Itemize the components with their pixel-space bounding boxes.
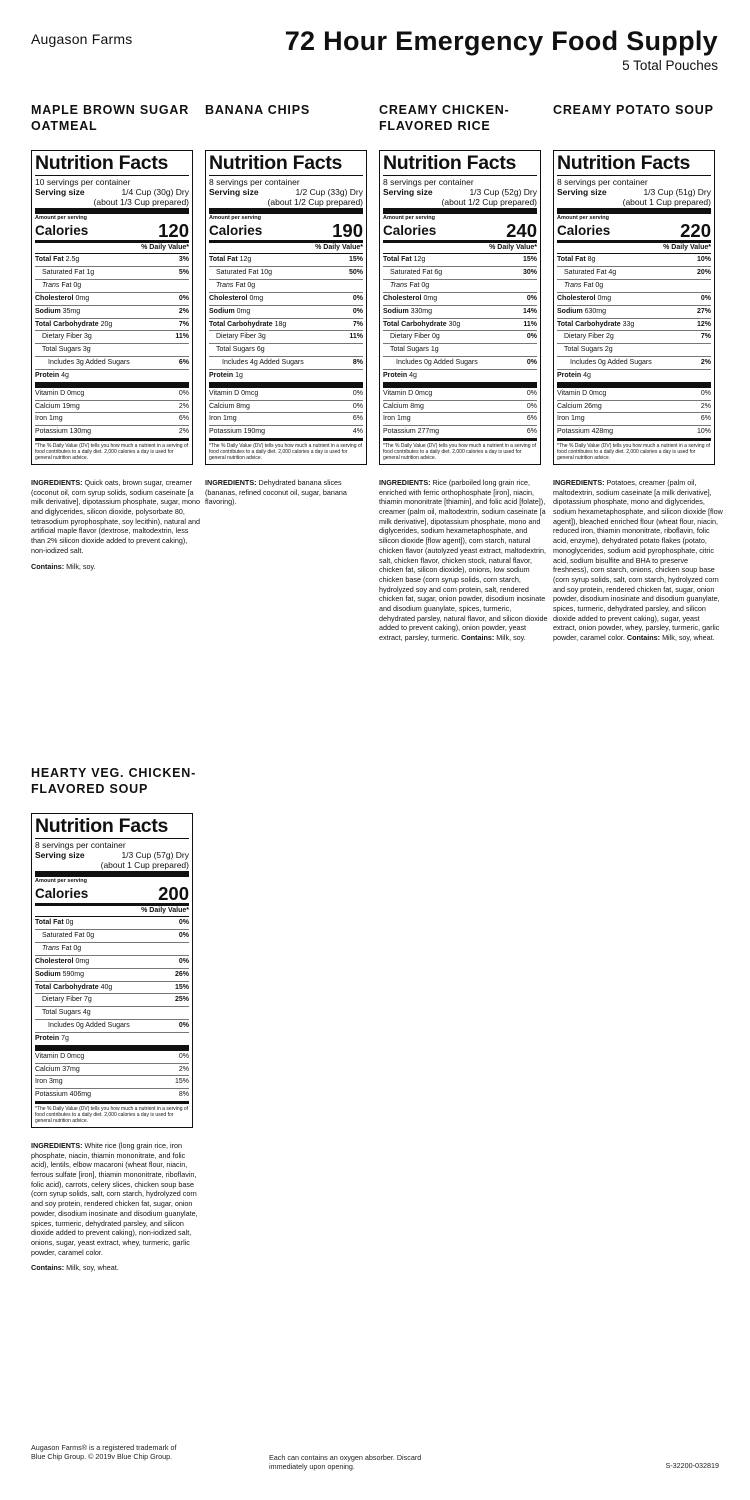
total-fat-row: Total Fat 12g 15%: [383, 254, 537, 267]
sodium-row: Sodium 0mg 0%: [209, 306, 363, 319]
calories-value: 200: [158, 883, 189, 904]
iron-row: Iron 1mg 6%: [557, 413, 711, 426]
serving-size-row: [35, 187, 189, 197]
prepared-amount: (about 1/3 Cup prepared): [93, 197, 189, 207]
trans-fat-row: Trans Fat 0g: [35, 943, 189, 956]
page-subtitle: 5 Total Pouches: [622, 58, 718, 73]
nutrition-facts-label: [205, 150, 367, 465]
fiber-row: Dietary Fiber 3g 11%: [209, 331, 363, 344]
serving-size-value: 1/4 Cup (30g) Dry: [121, 187, 189, 197]
serving-size-label: Serving size: [383, 187, 433, 197]
contains-allergens: Contains: Milk, soy, wheat.: [31, 1263, 119, 1273]
cholesterol-row: Cholesterol 0mg 0%: [209, 293, 363, 306]
sugars-row: Total Sugars 1g: [383, 344, 537, 357]
added-sugars-row: Includes 3g Added Sugars 6%: [35, 357, 189, 370]
product-panel: [31, 102, 199, 571]
product-name: CREAMY POTATO SOUP: [553, 103, 714, 117]
serving-size-row: [209, 187, 363, 197]
serving-size-value: 1/3 Cup (51g) Dry: [643, 187, 711, 197]
product-panel: [379, 102, 547, 643]
trans-fat-row: Trans Fat 0g: [35, 280, 189, 293]
serving-size-value: 1/3 Cup (57g) Dry: [121, 850, 189, 860]
daily-value-header: % Daily Value*: [35, 903, 189, 917]
saturated-fat-row: Saturated Fat 6g 30%: [383, 267, 537, 280]
daily-value-header: % Daily Value*: [383, 240, 537, 254]
nutrition-facts-title: Nutrition Facts: [383, 153, 537, 176]
carbohydrate-row: Total Carbohydrate 18g 7%: [209, 319, 363, 332]
calories-row: [209, 222, 363, 239]
daily-value-header: % Daily Value*: [557, 240, 711, 254]
serving-size-value: 1/3 Cup (52g) Dry: [469, 187, 537, 197]
fiber-row: Dietary Fiber 7g 25%: [35, 994, 189, 1007]
cholesterol-row: Cholesterol 0mg 0%: [557, 293, 711, 306]
calories-row: [557, 222, 711, 239]
nutrition-facts-label: [379, 150, 541, 465]
servings-per-container: 8 servings per container: [557, 177, 648, 187]
added-sugars-row: Includes 4g Added Sugars 8%: [209, 357, 363, 370]
prepared-amount: (about 1 Cup prepared): [100, 860, 189, 870]
serving-size-value: 1/2 Cup (33g) Dry: [295, 187, 363, 197]
cholesterol-row: Cholesterol 0mg 0%: [383, 293, 537, 306]
ingredients-label: INGREDIENTS:: [553, 477, 605, 487]
nutrition-facts-title: Nutrition Facts: [209, 153, 363, 176]
serving-size-label: Serving size: [557, 187, 607, 197]
product-code: S-32200-032819: [665, 1461, 719, 1470]
serving-size-row: [557, 187, 711, 197]
daily-value-footnote: *The % Daily Value (DV) tells you how much a nutrient in a serving of food contributes to a daily diet. 2,000 calories a day is used for general nutrition advice.: [35, 442, 189, 461]
saturated-fat-row: Saturated Fat 4g 20%: [557, 267, 711, 280]
sugars-row: Total Sugars 6g: [209, 344, 363, 357]
calcium-row: Calcium 19mg 2%: [35, 401, 189, 414]
potassium-row: Potassium 277mg 6%: [383, 426, 537, 441]
product-name: MAPLE BROWN SUGAR OATMEAL: [31, 103, 190, 133]
iron-row: Iron 3mg 15%: [35, 1076, 189, 1089]
nutrition-facts-title: Nutrition Facts: [35, 153, 189, 176]
calories-label: Calories: [557, 223, 611, 238]
calories-value: 220: [680, 220, 711, 241]
iron-row: Iron 1mg 6%: [35, 413, 189, 426]
serving-size-label: Serving size: [209, 187, 259, 197]
total-fat-row: Total Fat 0g 0%: [35, 917, 189, 930]
fiber-row: Dietary Fiber 3g 11%: [35, 331, 189, 344]
daily-value-footnote: *The % Daily Value (DV) tells you how much a nutrient in a serving of food contributes to a daily diet. 2,000 calories a day is used for general nutrition advice.: [383, 442, 537, 461]
contains-allergens: Contains: Milk, soy.: [31, 561, 96, 571]
potassium-row: Potassium 190mg 4%: [209, 426, 363, 441]
ingredients-text: INGREDIENTS: White rice (long grain rice, iron phosphate, niacin, thiamin mononitrate, and folic acid), lentils, elbow macaroni (wheat flour, niacin, ferrous sulfate [iron], thiamin mononitrate, riboflavin, folic acid), carrots, celery slices, chicken soup base (corn syrup solids, salt, corn starch, hydrolyzed corn and soy protein, rendered chicken fat, sugar, onion powder, disodium inosinate and disodium guanylate, spices, turmeric, dehydrated parsley, and silicon dioxide added to prevent caking), non-iodized salt, onions, sugar, yeast extract, whey, turmeric, garlic powder, caramel color.: [31, 1140, 198, 1257]
trans-fat-row: Trans Fat 0g: [557, 280, 711, 293]
servings-per-container: 8 servings per container: [383, 177, 474, 187]
calcium-row: Calcium 8mg 0%: [383, 401, 537, 414]
sugars-row: Total Sugars 4g: [35, 1007, 189, 1020]
iron-row: Iron 1mg 6%: [383, 413, 537, 426]
protein-row: Protein 1g: [209, 370, 363, 388]
total-fat-row: Total Fat 2.5g 3%: [35, 254, 189, 267]
daily-value-footnote: *The % Daily Value (DV) tells you how much a nutrient in a serving of food contributes to a daily diet. 2,000 calories a day is used for general nutrition advice.: [35, 1105, 189, 1124]
vitamin-d-row: Vitamin D 0mcg 0%: [383, 388, 537, 401]
amount-per-serving-label: Amount per serving: [383, 215, 435, 221]
vitamin-d-row: Vitamin D 0mcg 0%: [35, 388, 189, 401]
serving-size-row: [383, 187, 537, 197]
ingredients-text: INGREDIENTS: Potatoes, creamer (palm oil, maltodextrin, sodium caseinate [a milk derivative], dipotassium phosphate, mono and diglycerides, sodium hexametaphosphate, and silicon dioxide [flow agent]), bleached enriched flour (wheat flour, niacin, reduced iron, thiamin mononitrate, riboflavin, folic acid, enzyme), dehydrated potato flakes (potato, monoglycerides, sodium acid pyrophosphate, citric acid, sodium bisulfite and BHA to preserve freshness), corn starch, onions, chicken soup base (corn syrup solids, salt, corn starch, hydrolyzed corn and soy protein, rendered chicken fat, sugar, onion powder, disodium inosinate and disodium guanylate, spices, turmeric, dehydrated parsley, and silicon dioxide added to prevent caking), sugar, yeast extract, onion powder, whey, parsley, turmeric, garlic powder, caramel color. Contains: Milk, soy, wheat.: [553, 477, 723, 643]
serving-size-row: [35, 850, 189, 860]
product-panel: [205, 102, 373, 507]
product-name: HEARTY VEG. CHICKEN-FLAVORED SOUP: [31, 766, 197, 796]
sodium-row: Sodium 590mg 26%: [35, 969, 189, 982]
saturated-fat-row: Saturated Fat 1g 5%: [35, 267, 189, 280]
calories-label: Calories: [35, 886, 89, 901]
trans-fat-row: Trans Fat 0g: [209, 280, 363, 293]
carbohydrate-row: Total Carbohydrate 20g 7%: [35, 319, 189, 332]
carbohydrate-row: Total Carbohydrate 33g 12%: [557, 319, 711, 332]
added-sugars-row: Includes 0g Added Sugars 2%: [557, 357, 711, 370]
total-fat-row: Total Fat 8g 10%: [557, 254, 711, 267]
potassium-row: Potassium 428mg 10%: [557, 426, 711, 441]
calories-row: [35, 885, 189, 902]
calories-row: [383, 222, 537, 239]
daily-value-footnote: *The % Daily Value (DV) tells you how much a nutrient in a serving of food contributes to a daily diet. 2,000 calories a day is used for general nutrition advice.: [209, 442, 363, 461]
nutrition-facts-label: [31, 150, 193, 465]
ingredients-label: INGREDIENTS:: [31, 1140, 83, 1150]
iron-row: Iron 1mg 6%: [209, 413, 363, 426]
amount-per-serving-label: Amount per serving: [35, 215, 87, 221]
fiber-row: Dietary Fiber 2g 7%: [557, 331, 711, 344]
daily-value-header: % Daily Value*: [35, 240, 189, 254]
vitamin-d-row: Vitamin D 0mcg 0%: [35, 1051, 189, 1064]
calories-value: 190: [332, 220, 363, 241]
trademark-note: Augason Farms® is a registered trademark of Blue Chip Group. © 2019v Blue Chip Group.: [31, 1443, 177, 1461]
added-sugars-row: Includes 0g Added Sugars 0%: [35, 1020, 189, 1033]
amount-per-serving-label: Amount per serving: [35, 878, 87, 884]
ingredients-label: INGREDIENTS:: [379, 477, 431, 487]
nutrition-facts-title: Nutrition Facts: [557, 153, 711, 176]
carbohydrate-row: Total Carbohydrate 30g 11%: [383, 319, 537, 332]
oxygen-absorber-note: Each can contains an oxygen absorber. Discard immediately upon opening.: [269, 1453, 422, 1471]
product-name: BANANA CHIPS: [205, 103, 310, 117]
trans-fat-row: Trans Fat 0g: [383, 280, 537, 293]
calcium-row: Calcium 37mg 2%: [35, 1064, 189, 1077]
calories-label: Calories: [383, 223, 437, 238]
fiber-row: Dietary Fiber 0g 0%: [383, 331, 537, 344]
prepared-amount: (about 1 Cup prepared): [622, 197, 711, 207]
total-fat-row: Total Fat 12g 15%: [209, 254, 363, 267]
potassium-row: Potassium 406mg 8%: [35, 1089, 189, 1104]
saturated-fat-row: Saturated Fat 0g 0%: [35, 930, 189, 943]
cholesterol-row: Cholesterol 0mg 0%: [35, 956, 189, 969]
ingredients-text: INGREDIENTS: Rice (parboiled long grain rice, enriched with ferric orthophosphate [iron], niacin, thiamin mononitrate [thiamin], and folic acid [folate]), creamer (palm oil, maltodextrin, sodium caseinate [a milk derivative], dipotassium phosphate, mono and diglycerides, sodium hexametaphosphate, and silicon dioxide [flow agent]), corn starch, natural chicken flavor (autolyzed yeast extract, maltodextrin, salt, chicken flavor, chicken stock, natural flavor, chicken fat, silicon dioxide), onions, low sodium chicken base (corn syrup solids, corn starch, hydrolyzed soy and corn protein, salt, rendered chicken fat, sugar, onion powder, disodium inosinate and disodium guanylate, spices, turmeric, dehydrated parsley, natural flavor, and silicon dioxide added to prevent caking), onion powder, yeast extract, parsley, turmeric. Contains: Milk, soy.: [379, 477, 548, 643]
amount-per-serving-label: Amount per serving: [557, 215, 609, 221]
amount-per-serving-label: Amount per serving: [209, 215, 261, 221]
calories-label: Calories: [209, 223, 263, 238]
protein-row: Protein 4g: [557, 370, 711, 388]
vitamin-d-row: Vitamin D 0mcg 0%: [557, 388, 711, 401]
serving-size-label: Serving size: [35, 187, 85, 197]
nutrition-facts-label: [31, 813, 193, 1128]
added-sugars-row: Includes 0g Added Sugars 0%: [383, 357, 537, 370]
ingredients-label: INGREDIENTS:: [205, 477, 257, 487]
nutrition-facts-label: [553, 150, 715, 465]
potassium-row: Potassium 130mg 2%: [35, 426, 189, 441]
daily-value-footnote: *The % Daily Value (DV) tells you how much a nutrient in a serving of food contributes to a daily diet. 2,000 calories a day is used for general nutrition advice.: [557, 442, 711, 461]
page-title: 72 Hour Emergency Food Supply: [284, 26, 718, 56]
calories-row: [35, 222, 189, 239]
prepared-amount: (about 1/2 Cup prepared): [267, 197, 363, 207]
calories-value: 240: [506, 220, 537, 241]
servings-per-container: 8 servings per container: [209, 177, 300, 187]
prepared-amount: (about 1/2 Cup prepared): [441, 197, 537, 207]
brand-name: Augason Farms: [31, 31, 133, 47]
daily-value-header: % Daily Value*: [209, 240, 363, 254]
ingredients-text: INGREDIENTS: Quick oats, brown sugar, creamer (coconut oil, corn syrup solids, sodium caseinate [a milk derivative], dipotassium phosphate, sugar, mono and diglycerides, silicon dioxide, polysorbate 80, tetrasodium pyrophosphate, soy lecithin), natural and artificial maple flavor (dextrose, maltodextrin, less than 2% silicon dioxide added to prevent caking), non-iodized salt.: [31, 477, 201, 555]
calories-label: Calories: [35, 223, 89, 238]
calcium-row: Calcium 26mg 2%: [557, 401, 711, 414]
protein-row: Protein 7g: [35, 1033, 189, 1051]
nutrition-facts-title: Nutrition Facts: [35, 816, 189, 839]
serving-size-label: Serving size: [35, 850, 85, 860]
product-name: CREAMY CHICKEN-FLAVORED RICE: [379, 103, 510, 133]
servings-per-container: 10 servings per container: [35, 177, 131, 187]
sodium-row: Sodium 630mg 27%: [557, 306, 711, 319]
ingredients-text: INGREDIENTS: Dehydrated banana slices (bananas, refined coconut oil, sugar, banana flavoring).: [205, 477, 347, 507]
product-panel: [31, 765, 199, 1273]
product-panel: [553, 102, 721, 643]
sodium-row: Sodium 35mg 2%: [35, 306, 189, 319]
saturated-fat-row: Saturated Fat 10g 50%: [209, 267, 363, 280]
calcium-row: Calcium 8mg 0%: [209, 401, 363, 414]
cholesterol-row: Cholesterol 0mg 0%: [35, 293, 189, 306]
sugars-row: Total Sugars 2g: [557, 344, 711, 357]
protein-row: Protein 4g: [35, 370, 189, 388]
calories-value: 120: [158, 220, 189, 241]
vitamin-d-row: Vitamin D 0mcg 0%: [209, 388, 363, 401]
protein-row: Protein 4g: [383, 370, 537, 388]
carbohydrate-row: Total Carbohydrate 40g 15%: [35, 982, 189, 995]
ingredients-label: INGREDIENTS:: [31, 477, 83, 487]
servings-per-container: 8 servings per container: [35, 840, 126, 850]
sodium-row: Sodium 330mg 14%: [383, 306, 537, 319]
sugars-row: Total Sugars 3g: [35, 344, 189, 357]
